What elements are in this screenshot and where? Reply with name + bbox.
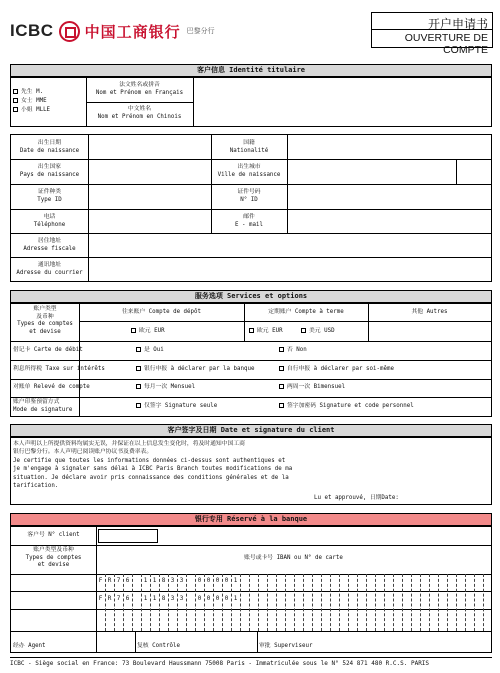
checkbox-m[interactable] bbox=[13, 89, 18, 94]
identity-section-header: 客户信息 Identité titulaire bbox=[10, 64, 492, 77]
checkbox-tax-bank[interactable] bbox=[136, 366, 141, 371]
statement-biweekly-option[interactable]: 两周一次 Bimensuel bbox=[279, 384, 345, 392]
term-usd-option[interactable]: 美元 USD bbox=[301, 328, 335, 336]
logo-branch: 巴黎分行 bbox=[186, 27, 215, 35]
bank-account-type-label: 账户类型及币种 Types de comptes et devise bbox=[25, 547, 82, 568]
checkbox-monthly[interactable] bbox=[136, 384, 141, 389]
checkbox-debit-yes[interactable] bbox=[136, 347, 141, 352]
logo-chinese: 中国工商银行 bbox=[84, 22, 181, 41]
phone-label: 电话 Téléphone bbox=[33, 214, 66, 228]
checkbox-term-eur[interactable] bbox=[249, 328, 254, 333]
superviseur-label: 审批 Superviseur bbox=[259, 643, 313, 649]
signature-only-option[interactable]: 仅签字 Signature seule bbox=[136, 403, 217, 411]
account-type-label: 账户类型 及币种 Types de comptes et devise bbox=[17, 306, 73, 335]
checkbox-signature-only[interactable] bbox=[136, 403, 141, 408]
icbc-emblem-icon bbox=[59, 21, 80, 42]
debit-no-option[interactable]: 否 Non bbox=[279, 347, 307, 355]
date-signature-field[interactable] bbox=[391, 490, 486, 502]
identity-details bbox=[10, 134, 492, 282]
birth-city-label: 出生城市 Ville de naissance bbox=[217, 164, 281, 178]
email-label: 邮件 E - mail bbox=[235, 214, 263, 228]
nationality-label: 国籍 Nationalité bbox=[229, 140, 269, 154]
name-cn-label: 中文姓名 Nom et Prénom en Chinois bbox=[97, 106, 182, 120]
statement-label: 对账单 Relevé de compte bbox=[13, 384, 90, 390]
mail-address-label: 通讯地址 Adresse du courrier bbox=[16, 262, 83, 276]
fiscal-address-label: 居住地址 Adresse fiscale bbox=[23, 238, 76, 252]
birth-date-label: 出生日期 Date de naissance bbox=[19, 140, 80, 154]
statement-monthly-option[interactable]: 每月一次 Mensuel bbox=[136, 384, 195, 392]
tax-self-option[interactable]: 自行申报 à déclarer par soi-même bbox=[279, 366, 394, 374]
salutation-mme[interactable]: 女士 MME bbox=[13, 98, 47, 106]
client-number-input[interactable] bbox=[98, 529, 158, 543]
iban-row-1[interactable]: F R 7 6 1 1 8 3 3 0 0 0 0 1 bbox=[98, 577, 238, 584]
form-title-box bbox=[371, 12, 493, 56]
client-number-label: 客户号 N° client bbox=[27, 532, 80, 538]
other-label: 其他 Autres bbox=[411, 309, 448, 315]
services-grid bbox=[10, 303, 492, 417]
checkbox-biweekly[interactable] bbox=[279, 384, 284, 389]
iban-label: 账号或卡号 IBAN ou N° de carte bbox=[244, 555, 343, 561]
salutation-mlle[interactable]: 小姐 MLLE bbox=[13, 107, 50, 115]
checkbox-mlle[interactable] bbox=[13, 107, 18, 112]
debit-yes-option[interactable]: 是 Oui bbox=[136, 347, 164, 355]
date-label: Lu et approuvé, 日期Date: bbox=[314, 495, 399, 501]
services-section-header: 服务选项 Services et options bbox=[10, 290, 492, 303]
checkbox-term-usd[interactable] bbox=[301, 328, 306, 333]
current-eur-option[interactable]: 欧元 EUR bbox=[131, 328, 165, 336]
name-fr-input[interactable] bbox=[195, 79, 489, 101]
name-fr-label: 法文姓名或拼音 Nom et Prénom en Français bbox=[95, 82, 184, 96]
birth-country-label: 出生国家 Pays de naissance bbox=[19, 164, 80, 178]
term-account-label: 定期账户 Compte à terme bbox=[268, 309, 344, 315]
id-number-label: 证件号码 N° ID bbox=[237, 189, 261, 203]
tax-bank-option[interactable]: 银行申报 à déclarer par la banque bbox=[136, 366, 254, 374]
iban-row-2[interactable]: F R 7 6 1 1 8 3 3 0 0 0 0 1 bbox=[98, 595, 238, 602]
id-type-label: 证件种类 Type ID bbox=[37, 189, 62, 203]
checkbox-signature-code[interactable] bbox=[279, 403, 284, 408]
tax-label: 利息所得税 Taxe sur intérêts bbox=[13, 366, 105, 372]
signature-code-option[interactable]: 签字加密码 Signature et code personnel bbox=[279, 403, 414, 411]
logo-text: ICBC bbox=[10, 21, 54, 40]
controle-label: 复核 Contrôle bbox=[137, 643, 181, 649]
declaration-box bbox=[10, 437, 492, 505]
footer-legal: ICBC - Siège social en France: 73 Boulevard Haussmann 75008 Paris - Immatriculée sous le N° 524 871 480 R.C.S. PARIS bbox=[10, 657, 492, 667]
title-french: OUVERTURE DE COMPTE bbox=[404, 32, 488, 56]
signature-mode-label: 账户印鉴预留方式 Mode de signature bbox=[13, 399, 73, 413]
name-block bbox=[10, 77, 492, 127]
salutation-m[interactable]: 先生 M. bbox=[13, 89, 43, 97]
bank-box bbox=[10, 526, 492, 653]
checkbox-tax-self[interactable] bbox=[279, 366, 284, 371]
debit-card-label: 借记卡 Carte de débit bbox=[13, 347, 83, 353]
title-chinese: 开户申请书 bbox=[372, 13, 492, 30]
declaration-text: 本人声明以上所提供资料均属实无误，并保证在以上信息发生变化时，将及时通知中国工商 银行巴黎分行。本人声明已阅读账户协议书及费率表。 Je certifie que toutes les informations données ci-dessus sont authentiques et je m'engage à signaler sans délai à ICBC Paris Branch toutes modifications de ma situation. Je déclare avoir pris connaissance des conditions générales et de la tarification. bbox=[13, 441, 293, 490]
checkbox-mme[interactable] bbox=[13, 98, 18, 103]
current-account-label: 往来账户 Compte de dépôt bbox=[121, 309, 202, 315]
icbc-logo bbox=[10, 18, 215, 44]
term-eur-option[interactable]: 欧元 EUR bbox=[249, 328, 283, 336]
checkbox-debit-no[interactable] bbox=[279, 347, 284, 352]
checkbox-current-eur[interactable] bbox=[131, 328, 136, 333]
name-cn-input[interactable] bbox=[195, 103, 489, 125]
signature-section-header: 客户签字及日期 Date et signature du client bbox=[10, 424, 492, 437]
agent-label: 经办 Agent bbox=[13, 643, 46, 649]
bank-section-header: 银行专用 Réservé à la banque bbox=[10, 513, 492, 526]
